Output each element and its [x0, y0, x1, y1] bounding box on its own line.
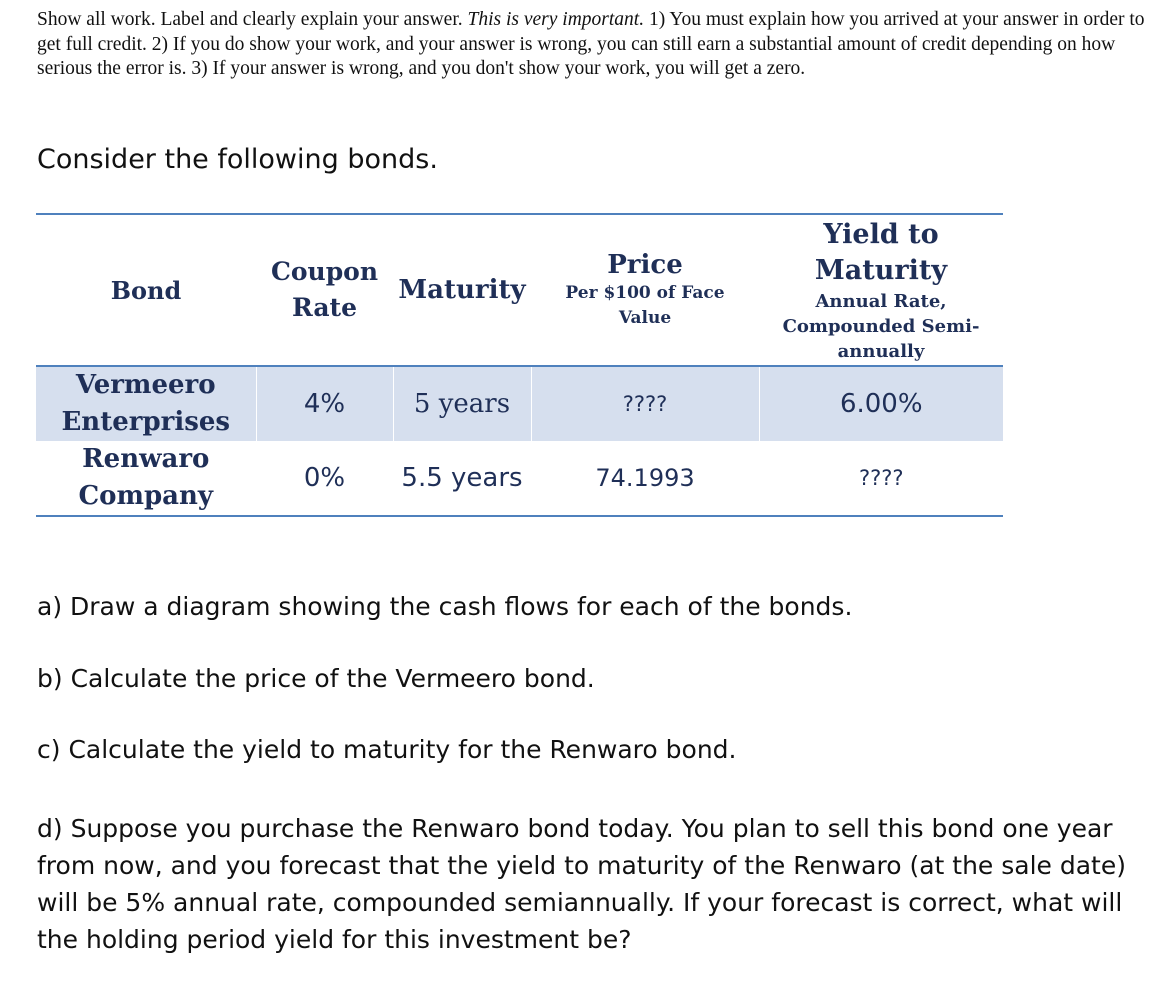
question-b: b) Calculate the price of the Vermeero bond. [37, 664, 595, 693]
header-ytm-line2: Maturity [814, 254, 948, 286]
bond-name-cell [36, 366, 256, 441]
ytm-cell: 6.00% [759, 366, 1003, 441]
instructions [37, 8, 1147, 82]
header-price-title: Price [607, 250, 683, 280]
intro-text: Consider the following bonds. [37, 144, 438, 175]
header-ytm-sub3: annually [837, 340, 925, 362]
header-bond: Bond [36, 214, 256, 366]
header-ytm-line1: Yield to [823, 218, 939, 250]
bond-name-line1: Renwaro [82, 444, 210, 474]
header-coupon-line2: Rate [291, 293, 357, 322]
question-c: c) Calculate the yield to maturity for the Renwaro bond. [37, 735, 737, 764]
coupon-cell: 0% [256, 441, 393, 516]
question-d: d) Suppose you purchase the Renwaro bond today. You plan to sell this bond one year from now, and you forecast that the yield to maturity of the Renwaro (at the sale date) will be 5% annual rate, compounded semiannually. If your forecast is correct, what will the holding period yield for this investment be? [37, 814, 1126, 954]
table-header-row [36, 214, 1003, 366]
header-ytm-sub1: Annual Rate, [815, 290, 947, 312]
header-ytm-sub2: Compounded Semi- [782, 315, 980, 337]
ytm-cell: ???? [759, 441, 1003, 516]
table-row-vermeero [36, 366, 1003, 441]
header-price-sub2: Value [618, 308, 672, 328]
coupon-cell: 4% [256, 366, 393, 441]
instructions-part1: Show all work. Label and clearly explain your answer. [37, 9, 463, 30]
header-maturity: Maturity [393, 214, 531, 366]
bond-name-line2: Company [78, 481, 214, 511]
maturity-cell: 5.5 years [393, 441, 531, 516]
question-a: a) Draw a diagram showing the cash flows for each of the bonds. [37, 592, 853, 621]
header-coupon-rate [256, 214, 393, 366]
bond-name-line1: Vermeero [75, 370, 216, 400]
bond-name-cell [36, 441, 256, 516]
table-row-renwaro [36, 441, 1003, 516]
instructions-part2: 1) You must explain how you arrived at your answer in order to get full credit. 2) If you do show your work, and your answer is wrong, you can still earn a substantial amount of credit depending on how serious the error is. 3) If your answer is wrong, and you don't show your work, you will get a zero. [37, 9, 1145, 79]
header-yield-to-maturity [759, 214, 1003, 366]
header-price [531, 214, 759, 366]
price-cell: 74.1993 [531, 441, 759, 516]
bonds-table [36, 213, 1003, 517]
price-cell: ???? [531, 366, 759, 441]
header-price-sub1: Per $100 of Face [565, 283, 725, 303]
header-coupon-line1: Coupon [270, 257, 379, 286]
maturity-cell: 5 years [393, 366, 531, 441]
bond-name-line2: Enterprises [61, 407, 231, 437]
instructions-emphasis: This is very important. [467, 9, 645, 30]
